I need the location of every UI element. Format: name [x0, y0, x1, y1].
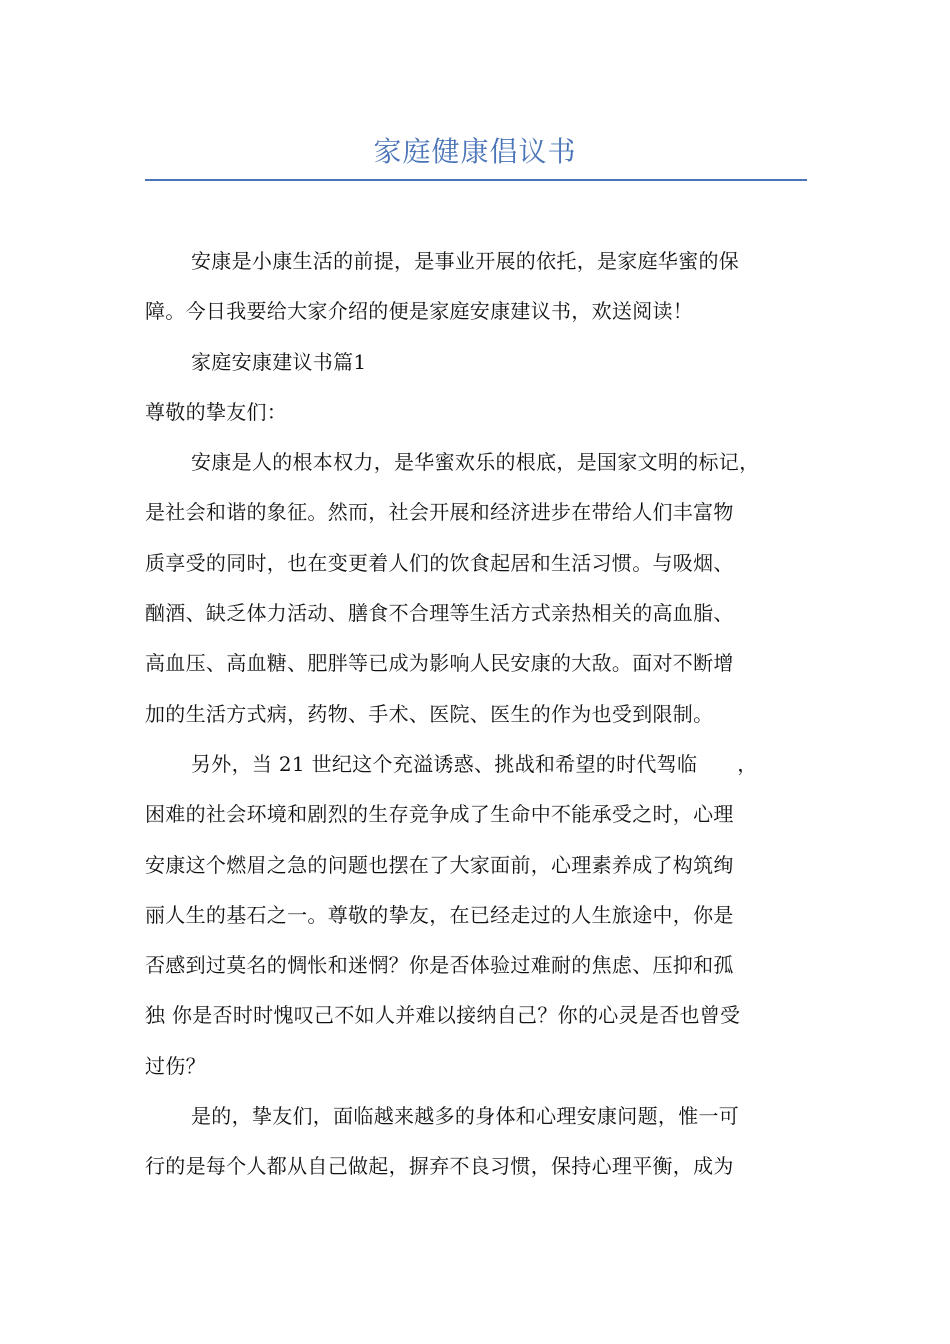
salutation: 尊敬的挚友们：	[145, 399, 288, 424]
paragraph-line: 行的是每个人都从自己做起，摒弃不良习惯，保持心理平衡，成为	[145, 1154, 734, 1179]
intro-line: 障。今日我要给大家介绍的便是家庭安康建议书，欢送阅读！	[145, 299, 694, 324]
paragraph-line: 否感到过莫名的惆怅和迷惘？你是否体验过难耐的焦虑、压抑和孤	[145, 953, 734, 978]
paragraph-line: 高血压、高血糖、肥胖等已成为影响人民安康的大敌。面对不断增	[145, 651, 734, 676]
intro-line: 安康是小康生活的前提，是事业开展的依托，是家庭华蜜的保	[191, 249, 740, 273]
paragraph-text: ，	[737, 751, 758, 776]
document-body	[145, 236, 807, 1192]
title-underline	[145, 179, 807, 181]
paragraph-line: 安康是人的根本权力，是华蜜欢乐的根底，是国家文明的标记，	[191, 450, 760, 475]
paragraph-line: 是的，挚友们，面临越来越多的身体和心理安康问题，惟一可	[191, 1104, 740, 1129]
paragraph-line	[145, 739, 807, 789]
section-heading: 家庭安康建议书篇1	[191, 349, 367, 374]
paragraph-line: 安康这个燃眉之急的问题也摆在了大家面前，心理素养成了构筑绚	[145, 852, 734, 877]
paragraph-line: 加的生活方式病，药物、手术、医院、医生的作为也受到限制。	[145, 701, 714, 726]
paragraph-text: 另外，当 21 世纪这个充溢诱惑、挑战和希望的时代驾临	[191, 751, 698, 776]
paragraph-line: 质享受的同时，也在变更着人们的饮食起居和生活习惯。与吸烟、	[145, 550, 734, 575]
paragraph-line: 酗酒、缺乏体力活动、膳食不合理等生活方式亲热相关的高血脂、	[145, 601, 734, 626]
paragraph-line: 困难的社会环境和剧烈的生存竞争成了生命中不能承受之时，心理	[145, 802, 734, 827]
document-title: 家庭健康倡议书	[373, 135, 577, 168]
paragraph-line: 是社会和谐的象征。然而，社会开展和经济进步在带给人们丰富物	[145, 500, 734, 525]
paragraph-line: 过伤？	[145, 1053, 206, 1078]
paragraph-line: 丽人生的基石之一。尊敬的挚友，在已经走过的人生旅途中，你是	[145, 902, 734, 927]
paragraph-line: 独 你是否时时愧叹己不如人并难以接纳自己？你的心灵是否也曾受	[145, 1003, 741, 1028]
